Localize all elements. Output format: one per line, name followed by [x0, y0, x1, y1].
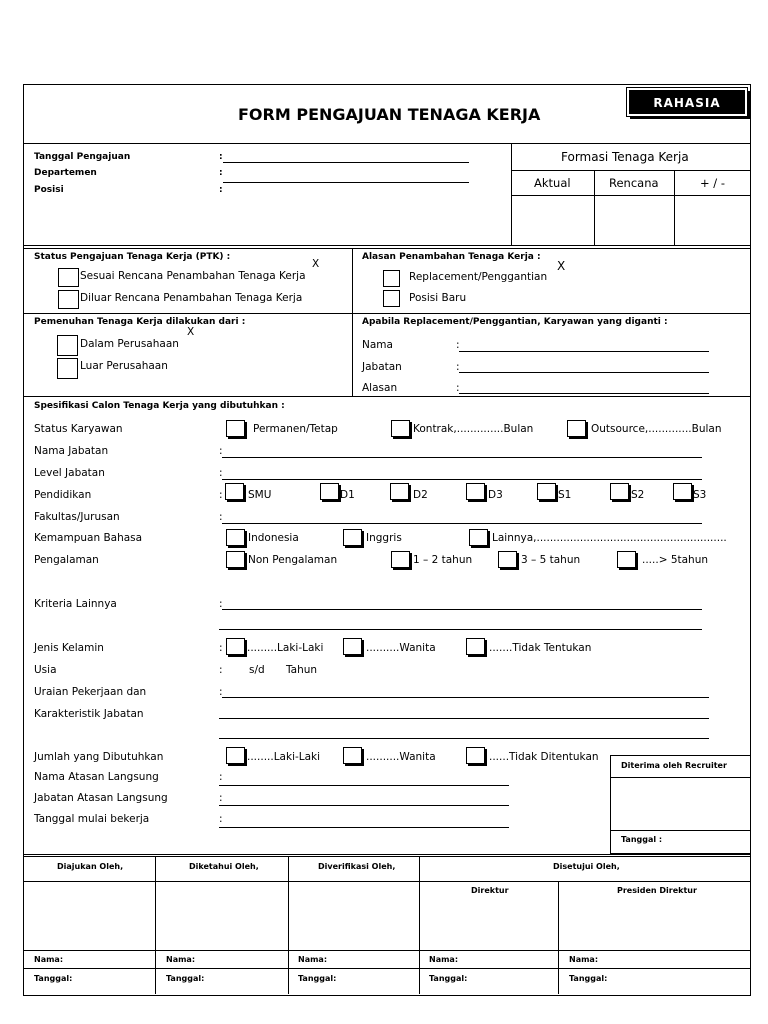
replacement-info-label: Apabila Replacement/Penggantian, Karyawan yang diganti : — [362, 317, 668, 327]
indonesia-checkbox[interactable] — [226, 529, 245, 546]
d3-label: D3 — [488, 489, 503, 501]
replaced-alasan-label: Alasan — [362, 382, 398, 394]
colon: : — [456, 382, 460, 394]
posisi-baru-label: Posisi Baru — [409, 292, 467, 304]
diajukan-header: Diajukan Oleh, — [57, 862, 124, 871]
colon: : — [219, 445, 223, 457]
diketahui-sign-area[interactable] — [156, 882, 288, 950]
confidential-label: RAHASIA — [653, 96, 721, 110]
colon: : — [219, 598, 223, 610]
tgl-mulai-field[interactable] — [219, 827, 509, 828]
s1-label: S1 — [558, 489, 572, 501]
diverifikasi-sign-area[interactable] — [289, 882, 419, 950]
recruiter-tanggal: Tanggal : — [621, 835, 663, 844]
d1-label: D1 — [340, 489, 355, 501]
jumlah-tidak-label: ......Tidak Ditentukan — [489, 751, 599, 763]
jabatan-atasan-field[interactable] — [219, 805, 509, 806]
tgl-mulai-label: Tanggal mulai bekerja — [34, 813, 150, 825]
lainnya-checkbox[interactable] — [469, 529, 488, 546]
direktur-header: Direktur — [471, 886, 509, 895]
posisi-label: Posisi — [34, 185, 64, 195]
status-ptk-label: Status Pengajuan Tenaga Kerja (PTK) : — [34, 252, 231, 262]
presiden-header: Presiden Direktur — [617, 886, 697, 895]
bahasa-label: Kemampuan Bahasa — [34, 532, 143, 544]
alasan-mark: X — [557, 259, 566, 273]
divider — [23, 856, 750, 857]
formasi-title: Formasi Tenaga Kerja — [561, 150, 689, 164]
nama-label: Nama: — [298, 955, 328, 964]
outsource-checkbox[interactable] — [567, 420, 586, 437]
divider — [419, 881, 750, 882]
rencana-cell[interactable] — [595, 196, 674, 244]
disetujui-header: Disetujui Oleh, — [553, 862, 620, 871]
indonesia-label: Indonesia — [248, 532, 299, 544]
replacement-checkbox[interactable] — [383, 270, 400, 287]
nama-jabatan-label: Nama Jabatan — [34, 445, 109, 457]
jumlah-wanita-checkbox[interactable] — [343, 747, 362, 764]
s3-label: S3 — [693, 489, 707, 501]
jumlah-laki-label: ........Laki-Laki — [247, 751, 321, 763]
uraian-field-2[interactable] — [219, 718, 709, 719]
nama-label: Nama: — [166, 955, 196, 964]
s2-label: S2 — [631, 489, 645, 501]
divider — [23, 396, 750, 397]
karakteristik-label: Karakteristik Jabatan — [34, 708, 144, 720]
aktual-cell[interactable] — [512, 196, 594, 244]
colon: : — [219, 664, 223, 676]
replaced-nama-label: Nama — [362, 339, 393, 351]
jumlah-label: Jumlah yang Dibutuhkan — [34, 751, 164, 763]
wanita-checkbox[interactable] — [343, 638, 362, 655]
confidential-badge — [627, 88, 747, 116]
rencana-header: Rencana — [609, 176, 659, 190]
sesuai-rencana-label: Sesuai Rencana Penambahan Tenaga Kerja — [80, 270, 306, 282]
divider — [23, 248, 750, 249]
level-jabatan-label: Level Jabatan — [34, 467, 105, 479]
exp-5plus-checkbox[interactable] — [617, 551, 636, 568]
diluar-rencana-label: Diluar Rencana Penambahan Tenaga Kerja — [80, 292, 303, 304]
uraian-label: Uraian Pekerjaan dan — [34, 686, 147, 698]
tanggal-label: Tanggal: — [429, 974, 468, 983]
recruiter-sign-area[interactable] — [611, 778, 749, 829]
divider — [23, 245, 750, 246]
d2-checkbox[interactable] — [390, 483, 409, 500]
jumlah-wanita-label: ..........Wanita — [366, 751, 436, 763]
non-pengalaman-checkbox[interactable] — [226, 551, 245, 568]
kontrak-label: Kontrak,..............Bulan — [413, 423, 534, 435]
fakultas-label: Fakultas/Jurusan — [34, 511, 120, 523]
atasan-field[interactable] — [219, 785, 509, 786]
nama-label: Nama: — [34, 955, 64, 964]
sesuai-rencana-checkbox[interactable] — [58, 268, 79, 287]
tanggal-field[interactable] — [223, 162, 469, 163]
inggris-label: Inggris — [366, 532, 402, 544]
exp-3-5-label: 3 – 5 tahun — [521, 554, 581, 566]
replaced-jabatan-label: Jabatan — [362, 361, 402, 373]
colon: : — [219, 642, 223, 654]
d3-checkbox[interactable] — [466, 483, 485, 500]
colon: : — [219, 771, 223, 783]
pemenuhan-mark: X — [187, 326, 195, 338]
divider — [23, 143, 750, 144]
kriteria-label: Kriteria Lainnya — [34, 598, 117, 610]
colon: : — [219, 168, 223, 178]
luar-perusahaan-checkbox[interactable] — [57, 358, 78, 379]
diverifikasi-header: Diverifikasi Oleh, — [318, 862, 396, 871]
departemen-field[interactable] — [223, 182, 469, 183]
plusminus-cell[interactable] — [675, 196, 749, 244]
tanggal-label: Tanggal: — [298, 974, 337, 983]
status-karyawan-label: Status Karyawan — [34, 423, 123, 435]
colon: : — [456, 361, 460, 373]
kriteria-field-2[interactable] — [219, 629, 702, 630]
s1-checkbox[interactable] — [537, 483, 556, 500]
tidak-tentukan-checkbox[interactable] — [466, 638, 485, 655]
usia-label: Usia — [34, 664, 57, 676]
colon: : — [219, 467, 223, 479]
d2-label: D2 — [413, 489, 428, 501]
replacement-label: Replacement/Penggantian — [409, 271, 548, 283]
jabatan-atasan-label: Jabatan Atasan Langsung — [34, 792, 168, 804]
exp-1-2-checkbox[interactable] — [391, 551, 410, 568]
permanen-label: Permanen/Tetap — [253, 423, 338, 435]
tanggal-pengajuan-label: Tanggal Pengajuan — [34, 152, 131, 162]
status-ptk-mark: X — [312, 258, 320, 270]
usia-sd: s/d — [249, 664, 265, 676]
divider — [610, 830, 750, 831]
atasan-label: Nama Atasan Langsung — [34, 771, 159, 783]
replaced-alasan-field[interactable] — [459, 393, 709, 394]
usia-tahun: Tahun — [286, 664, 318, 676]
replaced-nama-field[interactable] — [459, 351, 709, 352]
spesifikasi-label: Spesifikasi Calon Tenaga Kerja yang dibutuhkan : — [34, 401, 285, 411]
colon: : — [456, 339, 460, 351]
diajukan-sign-area[interactable] — [24, 882, 155, 950]
jumlah-laki-checkbox[interactable] — [226, 747, 245, 764]
smu-checkbox[interactable] — [225, 483, 244, 500]
fakultas-field[interactable] — [222, 523, 702, 524]
exp-1-2-label: 1 – 2 tahun — [413, 554, 473, 566]
departemen-label: Departemen — [34, 168, 97, 178]
tidak-tentukan-label: .......Tidak Tentukan — [489, 642, 592, 654]
diketahui-header: Diketahui Oleh, — [189, 862, 259, 871]
colon: : — [219, 792, 223, 804]
colon: : — [219, 489, 223, 501]
exp-5plus-label: .....> 5tahun — [642, 554, 709, 566]
plusminus-header: + / - — [700, 176, 725, 190]
kontrak-checkbox[interactable] — [391, 420, 410, 437]
non-pengalaman-label: Non Pengalaman — [248, 554, 338, 566]
presiden-sign-area[interactable] — [559, 897, 749, 950]
smu-label: SMU — [248, 489, 272, 501]
divider — [352, 248, 353, 396]
d1-checkbox[interactable] — [320, 483, 339, 500]
wanita-label: ..........Wanita — [366, 642, 436, 654]
colon: : — [219, 511, 223, 523]
recruiter-label: Diterima oleh Recruiter — [621, 761, 727, 770]
lainnya-label: Lainnya,......................................................... — [492, 532, 727, 544]
laki-laki-checkbox[interactable] — [226, 638, 245, 655]
outsource-label: Outsource,.............Bulan — [591, 423, 722, 435]
pengalaman-label: Pengalaman — [34, 554, 99, 566]
pendidikan-label: Pendidikan — [34, 489, 92, 501]
s3-checkbox[interactable] — [673, 483, 692, 500]
replaced-jabatan-field[interactable] — [459, 372, 709, 373]
jenis-kelamin-label: Jenis Kelamin — [34, 642, 104, 654]
divider — [511, 170, 750, 171]
colon: : — [219, 185, 223, 195]
inggris-checkbox[interactable] — [343, 529, 362, 546]
form-title: FORM PENGAJUAN TENAGA KERJA — [238, 105, 541, 124]
nama-label: Nama: — [429, 955, 459, 964]
kriteria-field-1[interactable] — [222, 609, 702, 610]
s2-checkbox[interactable] — [610, 483, 629, 500]
exp-3-5-checkbox[interactable] — [498, 551, 517, 568]
direktur-sign-area[interactable] — [420, 897, 558, 950]
posisi-baru-checkbox[interactable] — [383, 290, 400, 307]
uraian-field-1[interactable] — [222, 697, 709, 698]
colon: : — [219, 152, 223, 162]
level-jabatan-field[interactable] — [222, 479, 702, 480]
divider — [23, 950, 750, 951]
nama-label: Nama: — [569, 955, 599, 964]
tanggal-label: Tanggal: — [166, 974, 205, 983]
colon: : — [219, 686, 223, 698]
divider — [23, 968, 750, 969]
tanggal-label: Tanggal: — [34, 974, 73, 983]
colon: : — [219, 813, 223, 825]
luar-perusahaan-label: Luar Perusahaan — [80, 360, 168, 372]
aktual-header: Aktual — [534, 176, 571, 190]
uraian-field-3[interactable] — [219, 738, 709, 739]
divider — [23, 854, 750, 855]
pemenuhan-label: Pemenuhan Tenaga Kerja dilakukan dari : — [34, 317, 246, 327]
permanen-checkbox[interactable] — [226, 420, 245, 437]
tanggal-label: Tanggal: — [569, 974, 608, 983]
diluar-rencana-checkbox[interactable] — [58, 290, 79, 309]
divider — [23, 313, 750, 314]
nama-jabatan-field[interactable] — [222, 457, 702, 458]
alasan-label: Alasan Penambahan Tenaga Kerja : — [362, 252, 541, 262]
jumlah-tidak-checkbox[interactable] — [466, 747, 485, 764]
dalam-perusahaan-label: Dalam Perusahaan — [80, 338, 179, 350]
dalam-perusahaan-checkbox[interactable] — [57, 335, 78, 356]
laki-laki-label: .........Laki-Laki — [247, 642, 324, 654]
